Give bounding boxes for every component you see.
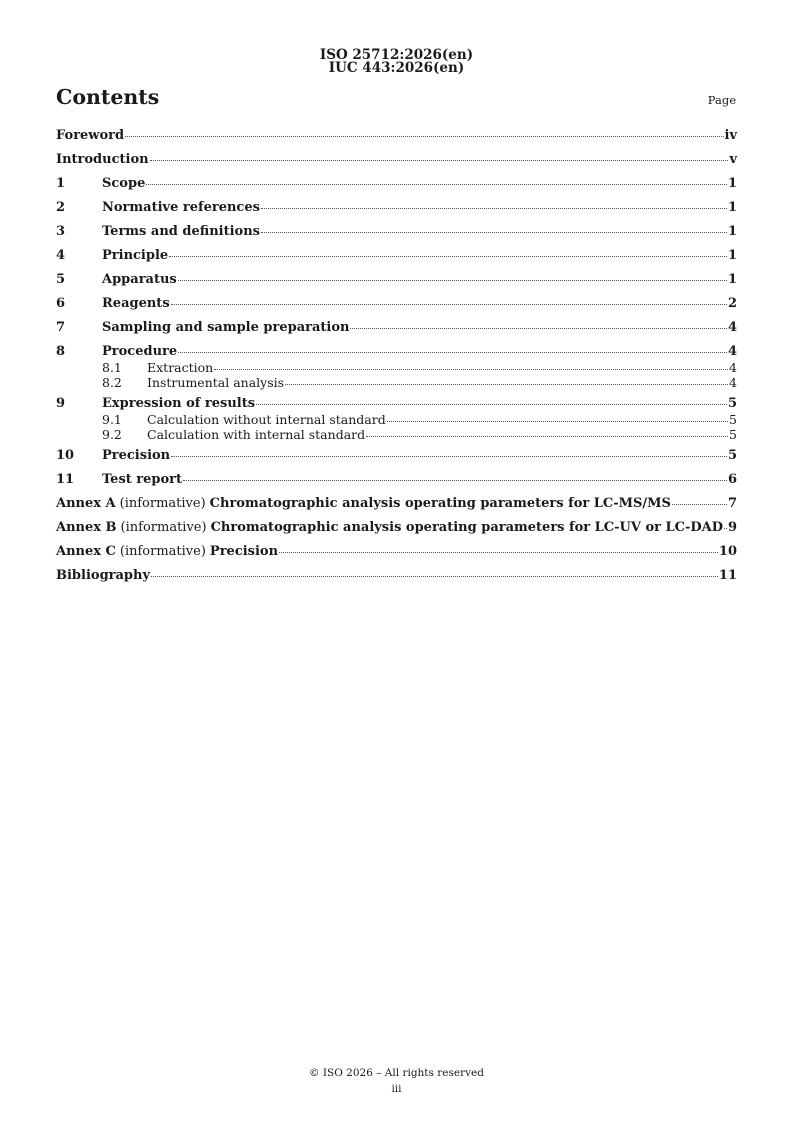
- toc-entry-annex-a[interactable]: [56, 496, 737, 512]
- toc-entry-scope[interactable]: [56, 176, 737, 192]
- toc-title: Scope: [102, 176, 146, 191]
- toc-number: 2: [56, 200, 66, 215]
- toc-page: 6: [727, 472, 737, 487]
- toc-page: 1: [727, 200, 737, 215]
- dot-leader: [285, 384, 728, 385]
- toc-number: 5: [56, 272, 66, 287]
- copyright-notice: © ISO 2026 – All rights reserved: [309, 1067, 484, 1079]
- dot-leader: [214, 369, 728, 370]
- toc-page: 2: [727, 296, 737, 311]
- toc-title: Calculation without internal standard: [147, 412, 386, 427]
- toc-entry-bibliography[interactable]: [56, 568, 737, 584]
- page-number: iii: [391, 1083, 402, 1095]
- toc-title: Bibliography: [56, 568, 151, 583]
- toc-title: Procedure: [102, 344, 178, 359]
- dot-leader: [146, 184, 727, 185]
- toc-page: 4: [729, 375, 737, 390]
- toc-number: 8.1: [102, 360, 122, 375]
- dot-leader: [171, 304, 727, 305]
- dot-leader: [183, 480, 727, 481]
- toc-title: Reagents: [102, 296, 170, 311]
- toc-annex-qualifier: (informative): [119, 496, 206, 511]
- toc-entry-sampling[interactable]: [56, 320, 737, 336]
- toc-title: Precision: [209, 544, 279, 559]
- toc-annex-label: Annex C: [56, 544, 116, 559]
- toc-entry-test-report[interactable]: [56, 472, 737, 488]
- toc-number: 3: [56, 224, 66, 239]
- dot-leader: [724, 528, 727, 529]
- toc-entry-reagents[interactable]: [56, 296, 737, 312]
- dot-leader: [178, 280, 727, 281]
- dot-leader: [672, 504, 727, 505]
- dot-leader: [169, 256, 727, 257]
- toc-number: 8: [56, 344, 66, 359]
- toc-number: 9.1: [102, 412, 122, 427]
- toc-entry-calculation-without-internal-standard[interactable]: [56, 412, 737, 427]
- toc-page: 1: [727, 248, 737, 263]
- toc-number: 10: [56, 448, 75, 463]
- toc-entry-extraction[interactable]: [56, 360, 737, 375]
- toc-annex-label: Annex B: [56, 520, 117, 535]
- toc-page: 7: [727, 496, 737, 511]
- toc-entry-introduction[interactable]: [56, 152, 737, 168]
- toc-number: 9.2: [102, 427, 122, 442]
- toc-title: Extraction: [147, 360, 214, 375]
- toc-page: 9: [727, 520, 737, 535]
- dot-leader: [366, 436, 728, 437]
- toc-page: iv: [724, 128, 737, 143]
- toc-number: 4: [56, 248, 66, 263]
- page-title: Contents: [56, 85, 160, 109]
- toc-title: Chromatographic analysis operating parameters for LC-UV or LC-DAD: [210, 520, 724, 535]
- document-id: ISO 25712:2026(en): [319, 47, 474, 63]
- toc-page: 4: [727, 344, 737, 359]
- document-id-secondary: IUC 443:2026(en): [328, 60, 465, 76]
- dot-leader: [350, 328, 726, 329]
- dot-leader: [178, 352, 727, 353]
- toc-title: Chromatographic analysis operating parameters for LC-MS/MS: [209, 496, 671, 511]
- table-of-contents: [56, 128, 737, 584]
- toc-entry-calculation-with-internal-standard[interactable]: [56, 427, 737, 442]
- toc-entry-apparatus[interactable]: [56, 272, 737, 288]
- toc-number: 8.2: [102, 375, 122, 390]
- dot-leader: [151, 576, 718, 577]
- toc-title: Foreword: [56, 128, 125, 143]
- page-column-label: Page: [707, 93, 736, 107]
- toc-entry-foreword[interactable]: [56, 128, 737, 144]
- toc-page: 5: [729, 412, 737, 427]
- toc-annex-qualifier: (informative): [119, 544, 206, 559]
- toc-annex-label: Annex A: [56, 496, 116, 511]
- toc-number: 1: [56, 176, 66, 191]
- toc-page: v: [729, 152, 737, 167]
- toc-title: Test report: [102, 472, 183, 487]
- dot-leader: [125, 136, 723, 137]
- toc-title: Instrumental analysis: [147, 375, 285, 390]
- toc-entry-annex-b[interactable]: [56, 520, 737, 536]
- toc-page: 4: [727, 320, 737, 335]
- toc-page: 1: [727, 224, 737, 239]
- dot-leader: [387, 421, 728, 422]
- toc-page: 1: [727, 176, 737, 191]
- toc-entry-normative-references[interactable]: [56, 200, 737, 216]
- dot-leader: [279, 552, 718, 553]
- toc-page: 4: [729, 360, 737, 375]
- toc-number: 9: [56, 396, 66, 411]
- toc-title: Introduction: [56, 152, 149, 167]
- toc-title: Normative references: [102, 200, 260, 215]
- dot-leader: [171, 456, 727, 457]
- toc-number: 6: [56, 296, 66, 311]
- dot-leader: [261, 208, 727, 209]
- toc-page: 10: [718, 544, 737, 559]
- toc-page: 5: [727, 396, 737, 411]
- toc-title: Precision: [102, 448, 171, 463]
- toc-title: Principle: [102, 248, 169, 263]
- toc-title: Expression of results: [102, 396, 256, 411]
- toc-page: 5: [727, 448, 737, 463]
- toc-title: Apparatus: [102, 272, 177, 287]
- toc-annex-qualifier: (informative): [120, 520, 207, 535]
- toc-entry-annex-c[interactable]: [56, 544, 737, 560]
- toc-page: 1: [727, 272, 737, 287]
- toc-number: 11: [56, 472, 75, 487]
- dot-leader: [261, 232, 727, 233]
- toc-number: 7: [56, 320, 66, 335]
- toc-entry-procedure[interactable]: [56, 344, 737, 360]
- toc-page: 5: [729, 427, 737, 442]
- toc-page: 11: [718, 568, 737, 583]
- toc-title: Calculation with internal standard: [147, 427, 366, 442]
- toc-entry-expression-of-results[interactable]: [56, 396, 737, 412]
- toc-entry-principle[interactable]: [56, 248, 737, 264]
- toc-entry-instrumental-analysis[interactable]: [56, 375, 737, 390]
- toc-entry-precision[interactable]: [56, 448, 737, 464]
- dot-leader: [256, 404, 727, 405]
- toc-title: Terms and definitions: [102, 224, 260, 239]
- toc-entry-terms-and-definitions[interactable]: [56, 224, 737, 240]
- dot-leader: [150, 160, 729, 161]
- toc-title: Sampling and sample preparation: [102, 320, 350, 335]
